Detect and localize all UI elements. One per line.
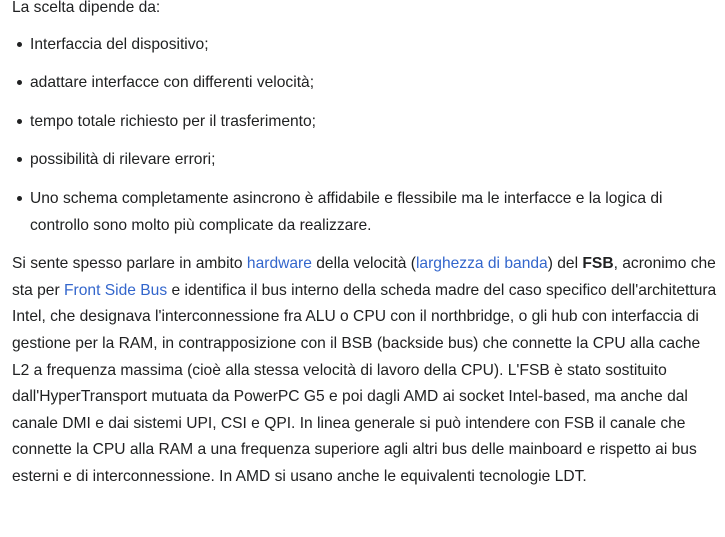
paragraph-text: ) del <box>547 255 583 273</box>
paragraph-text: Si sente spesso parlare in ambito <box>12 255 247 273</box>
list-item: adattare interfacce con differenti velocità; <box>30 70 717 97</box>
list-item: Uno schema completamente asincrono è affidabile e flessibile ma le interfacce e la logica di controllo sono molto più complicate da realizzare. <box>30 186 717 239</box>
bullet-list <box>12 32 717 240</box>
link-hardware[interactable]: hardware <box>246 255 312 273</box>
list-item: Interfaccia del dispositivo; <box>30 32 717 59</box>
intro-text: La scelta dipende da: <box>12 0 161 16</box>
fsb-paragraph <box>12 251 717 490</box>
bold-fsb: FSB <box>582 255 614 273</box>
paragraph-text: , acronimo che sta per <box>12 255 716 299</box>
link-larghezza-di-banda[interactable]: larghezza di banda <box>415 255 548 273</box>
link-front-side-bus[interactable]: Front Side Bus <box>64 281 168 299</box>
paragraph-text: e identifica il bus interno della scheda madre del caso specifico dell'architettura Intel, che designava l'interconnessione fra ALU o CPU con il northbridge, o gli hub con interfaccia di gestione per la RAM, in contrapposizione con il BSB (backside bus) che connette la CPU alla cache L2 a frequenza massima (cioè alla stessa velocità di lavoro della CPU). L'FSB è stato sostituito dall'HyperTransport mutuata da PowerPC G5 e poi dagli AMD ai socket Intel-based, ma anche dal canale DMI e dai sistemi UPI, CSI e QPI. In linea generale si può intendere con FSB il canale che connette la CPU alla RAM a una frequenza superiore agli altri bus delle mainboard e rispetto ai bus esterni e di interconnessione. In AMD si usano anche le equivalenti tecnologie LDT. <box>12 281 717 485</box>
list-item: possibilità di rilevare errori; <box>30 147 717 174</box>
list-item: tempo totale richiesto per il trasferimento; <box>30 109 717 136</box>
paragraph-text: della velocità ( <box>311 255 416 273</box>
